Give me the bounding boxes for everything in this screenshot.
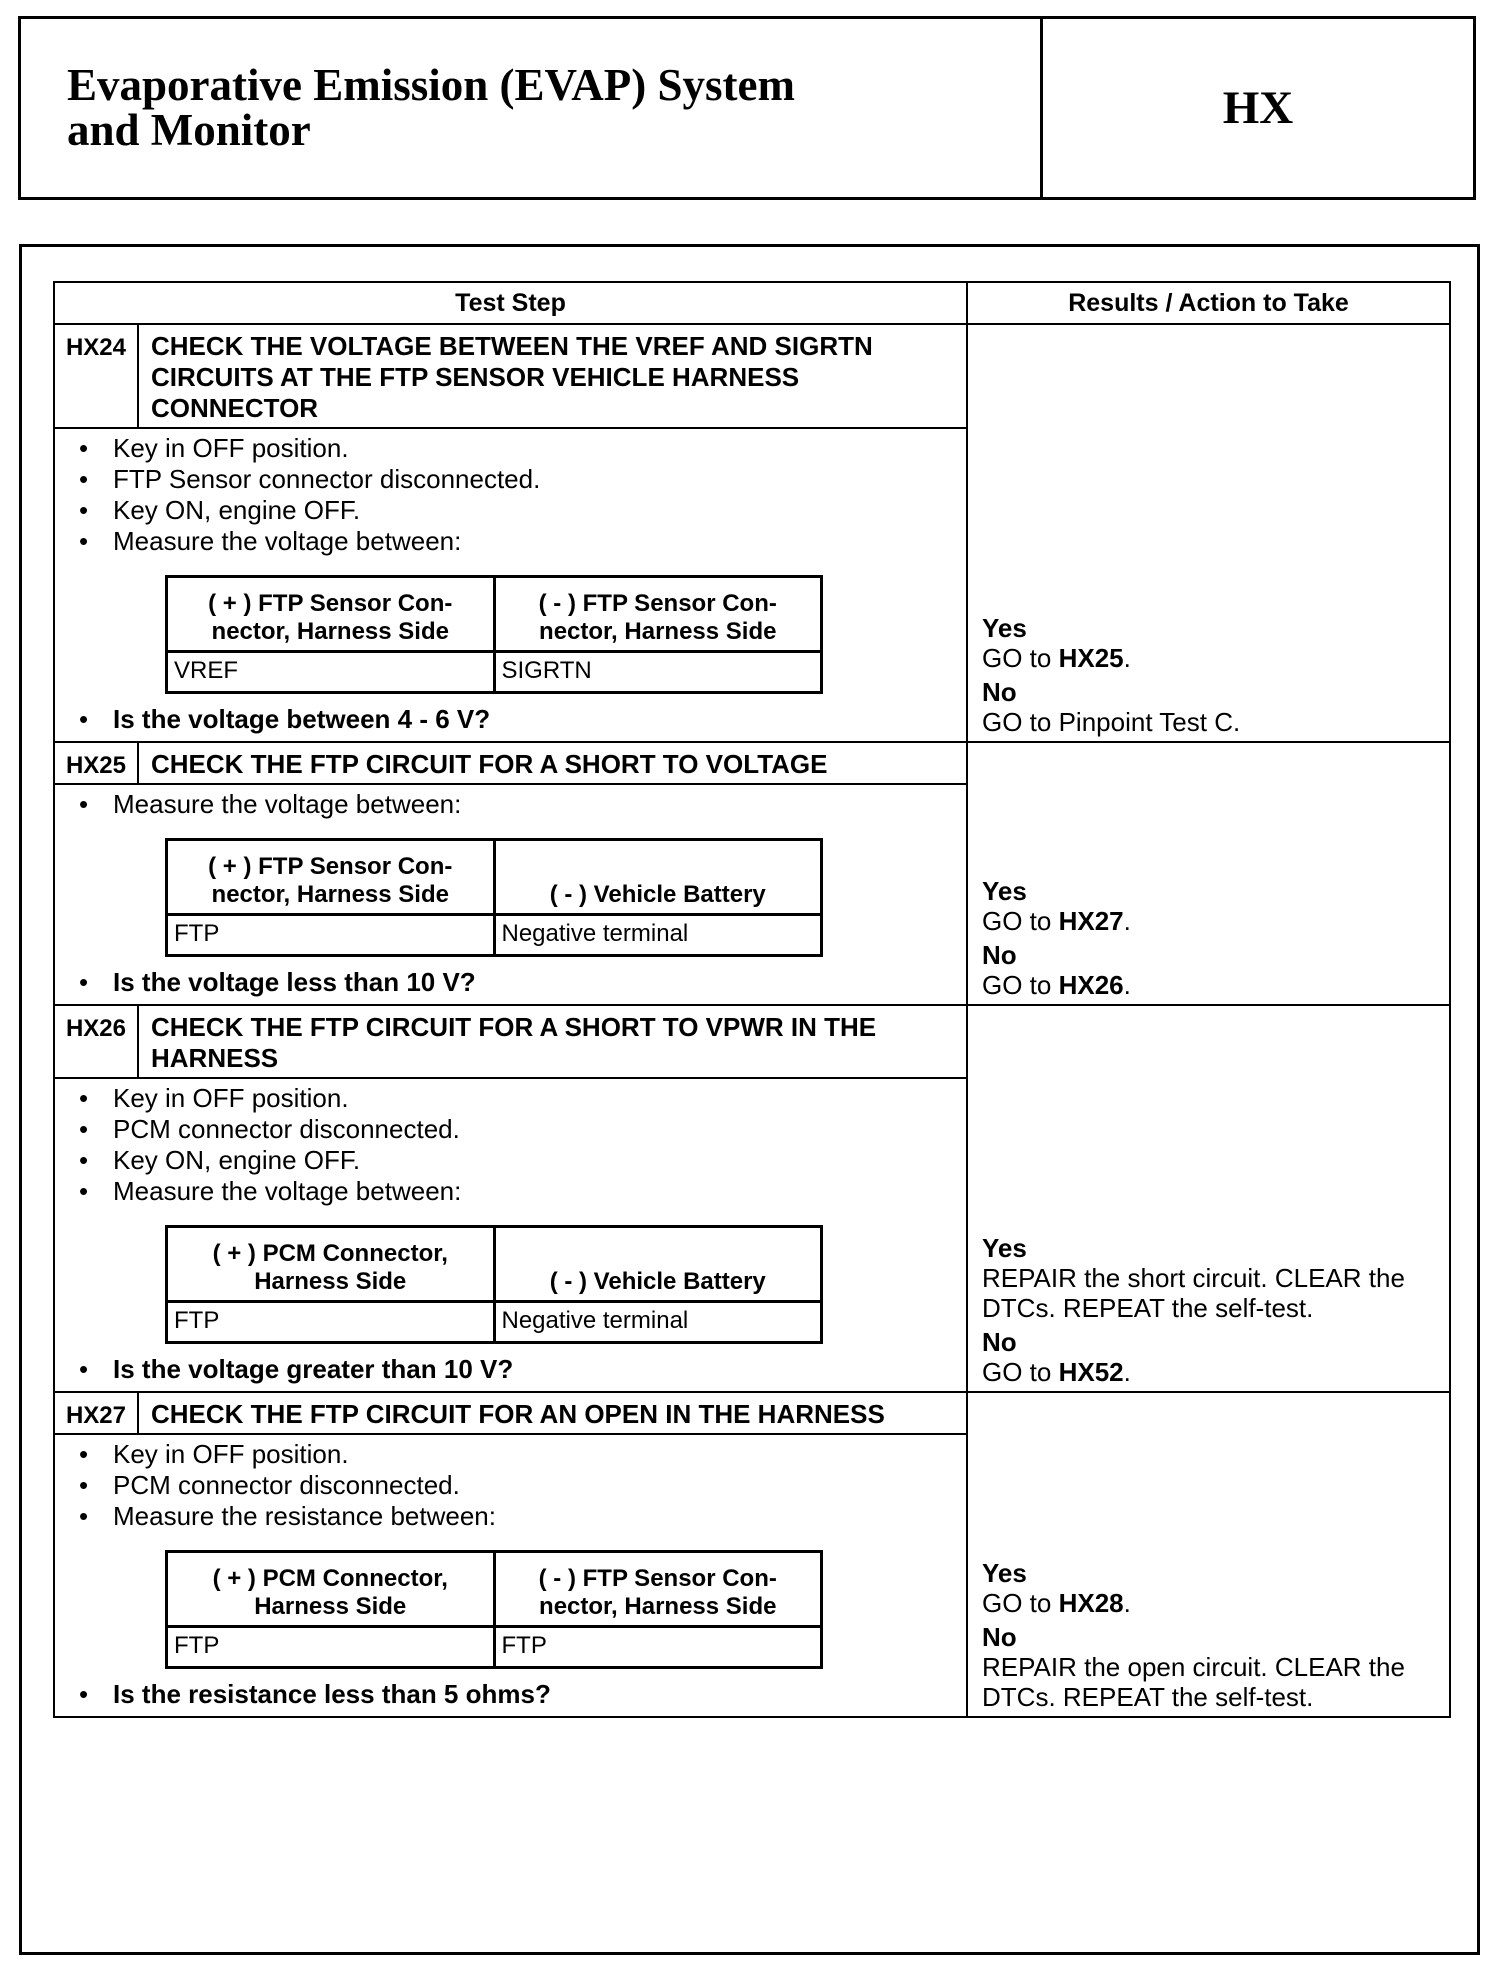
column-header-results: Results / Action to Take xyxy=(967,282,1450,324)
step-id: HX27 xyxy=(54,1392,138,1434)
no-step-ref: HX52 xyxy=(1058,1357,1124,1387)
step-body xyxy=(54,1434,967,1717)
yes-action xyxy=(982,906,1439,936)
negative-lead-header: ( - ) Vehicle Battery xyxy=(494,840,822,915)
negative-lead-value: FTP xyxy=(494,1627,822,1668)
yes-action xyxy=(982,643,1439,673)
measurement-table xyxy=(165,575,823,694)
yes-action-suffix: . xyxy=(1123,906,1131,936)
instruction-item: • PCM connector disconnected. xyxy=(67,1114,956,1145)
positive-lead-header: ( + ) PCM Connector, Harness Side xyxy=(167,1227,495,1302)
positive-lead-header: ( + ) FTP Sensor Con-nector, Harness Side xyxy=(167,577,495,652)
yes-action-text: GO to xyxy=(982,643,1059,673)
positive-lead-header: ( + ) FTP Sensor Con-nector, Harness Side xyxy=(167,840,495,915)
instruction-list xyxy=(67,1083,956,1207)
yes-step-ref: HX28 xyxy=(1058,1588,1124,1618)
step-id: HX26 xyxy=(54,1005,138,1078)
no-action-text: GO to Pinpoint Test C. xyxy=(982,707,1241,737)
no-action xyxy=(982,707,1439,737)
title-line-1: Evaporative Emission (EVAP) System xyxy=(67,60,795,110)
test-question: • Is the resistance less than 5 ohms? xyxy=(67,1679,956,1710)
negative-lead-header: ( - ) FTP Sensor Con-nector, Harness Side xyxy=(494,1552,822,1627)
step-id: HX25 xyxy=(54,742,138,784)
instruction-item: • Key in OFF position. xyxy=(67,1439,956,1470)
instruction-item: • PCM connector disconnected. xyxy=(67,1470,956,1501)
page-header xyxy=(18,16,1476,200)
instruction-item: • Measure the resistance between: xyxy=(67,1501,956,1532)
no-label: No xyxy=(982,677,1017,707)
step-header-row xyxy=(54,1392,1450,1434)
positive-lead-value: FTP xyxy=(167,915,495,956)
yes-action-text: GO to xyxy=(982,1588,1059,1618)
no-step-ref: HX26 xyxy=(1058,970,1124,1000)
yes-label: Yes xyxy=(982,1233,1027,1263)
yes-action-suffix: . xyxy=(1123,643,1131,673)
no-action-text: GO to xyxy=(982,1357,1059,1387)
negative-lead-value: SIGRTN xyxy=(494,652,822,693)
step-header-row xyxy=(54,1005,1450,1078)
test-question: • Is the voltage less than 10 V? xyxy=(67,967,956,998)
no-label: No xyxy=(982,940,1017,970)
no-action xyxy=(982,1652,1439,1712)
no-action-text: REPAIR the open circuit. CLEAR the DTCs. REPEAT the self-test. xyxy=(982,1652,1405,1712)
yes-step-ref: HX27 xyxy=(1058,906,1124,936)
measurement-table xyxy=(165,1550,823,1669)
no-action-text: GO to xyxy=(982,970,1059,1000)
instruction-item: • Key in OFF position. xyxy=(67,433,956,464)
negative-lead-value: Negative terminal xyxy=(494,915,822,956)
step-title: CHECK THE FTP CIRCUIT FOR A SHORT TO VOLTAGE xyxy=(138,742,967,784)
title-line-2: and Monitor xyxy=(67,105,311,155)
yes-action-text: REPAIR the short circuit. CLEAR the DTCs. REPEAT the self-test. xyxy=(982,1263,1405,1323)
negative-lead-header: ( - ) Vehicle Battery xyxy=(494,1227,822,1302)
step-title: CHECK THE FTP CIRCUIT FOR AN OPEN IN THE HARNESS xyxy=(138,1392,967,1434)
positive-lead-value: VREF xyxy=(167,652,495,693)
step-body xyxy=(54,428,967,742)
measurement-table xyxy=(165,1225,823,1344)
column-header-test-step: Test Step xyxy=(54,282,967,324)
step-title: CHECK THE FTP CIRCUIT FOR A SHORT TO VPWR IN THE HARNESS xyxy=(138,1005,967,1078)
yes-label: Yes xyxy=(982,876,1027,906)
instruction-item: • Measure the voltage between: xyxy=(67,1176,956,1207)
step-result xyxy=(967,324,1450,742)
instruction-item: • Key ON, engine OFF. xyxy=(67,495,956,526)
step-header-row xyxy=(54,324,1450,428)
yes-step-ref: HX25 xyxy=(1058,643,1124,673)
instruction-item: • Measure the voltage between: xyxy=(67,789,956,820)
step-result xyxy=(967,742,1450,1005)
no-label: No xyxy=(982,1622,1017,1652)
steps-body xyxy=(54,324,1450,1717)
instruction-list xyxy=(67,1439,956,1532)
yes-action-text: GO to xyxy=(982,906,1059,936)
document-title xyxy=(67,60,1017,155)
instruction-list xyxy=(67,789,956,820)
no-action-suffix: . xyxy=(1123,1357,1131,1387)
instruction-item: • Key ON, engine OFF. xyxy=(67,1145,956,1176)
positive-lead-value: FTP xyxy=(167,1627,495,1668)
instruction-list xyxy=(67,433,956,557)
step-header-row xyxy=(54,742,1450,784)
section-code: HX xyxy=(1222,82,1294,134)
instruction-item: • Key in OFF position. xyxy=(67,1083,956,1114)
yes-label: Yes xyxy=(982,1558,1027,1588)
yes-label: Yes xyxy=(982,613,1027,643)
negative-lead-value: Negative terminal xyxy=(494,1302,822,1343)
test-question: • Is the voltage greater than 10 V? xyxy=(67,1354,956,1385)
no-action-suffix: . xyxy=(1123,970,1131,1000)
no-action xyxy=(982,1357,1439,1387)
test-step-table xyxy=(53,281,1451,1718)
yes-action xyxy=(982,1588,1439,1618)
positive-lead-header: ( + ) PCM Connector, Harness Side xyxy=(167,1552,495,1627)
negative-lead-header: ( - ) FTP Sensor Con-nector, Harness Side xyxy=(494,577,822,652)
yes-action-suffix: . xyxy=(1123,1588,1131,1618)
step-title: CHECK THE VOLTAGE BETWEEN THE VREF AND SIGRTN CIRCUITS AT THE FTP SENSOR VEHICLE HARNESS CONNECTOR xyxy=(138,324,967,428)
yes-action xyxy=(982,1263,1439,1323)
step-result xyxy=(967,1392,1450,1717)
step-id: HX24 xyxy=(54,324,138,428)
step-body xyxy=(54,1078,967,1392)
no-action xyxy=(982,970,1439,1000)
no-label: No xyxy=(982,1327,1017,1357)
instruction-item: • Measure the voltage between: xyxy=(67,526,956,557)
step-result xyxy=(967,1005,1450,1392)
positive-lead-value: FTP xyxy=(167,1302,495,1343)
measurement-table xyxy=(165,838,823,957)
test-question: • Is the voltage between 4 - 6 V? xyxy=(67,704,956,735)
instruction-item: • FTP Sensor connector disconnected. xyxy=(67,464,956,495)
step-body xyxy=(54,784,967,1005)
